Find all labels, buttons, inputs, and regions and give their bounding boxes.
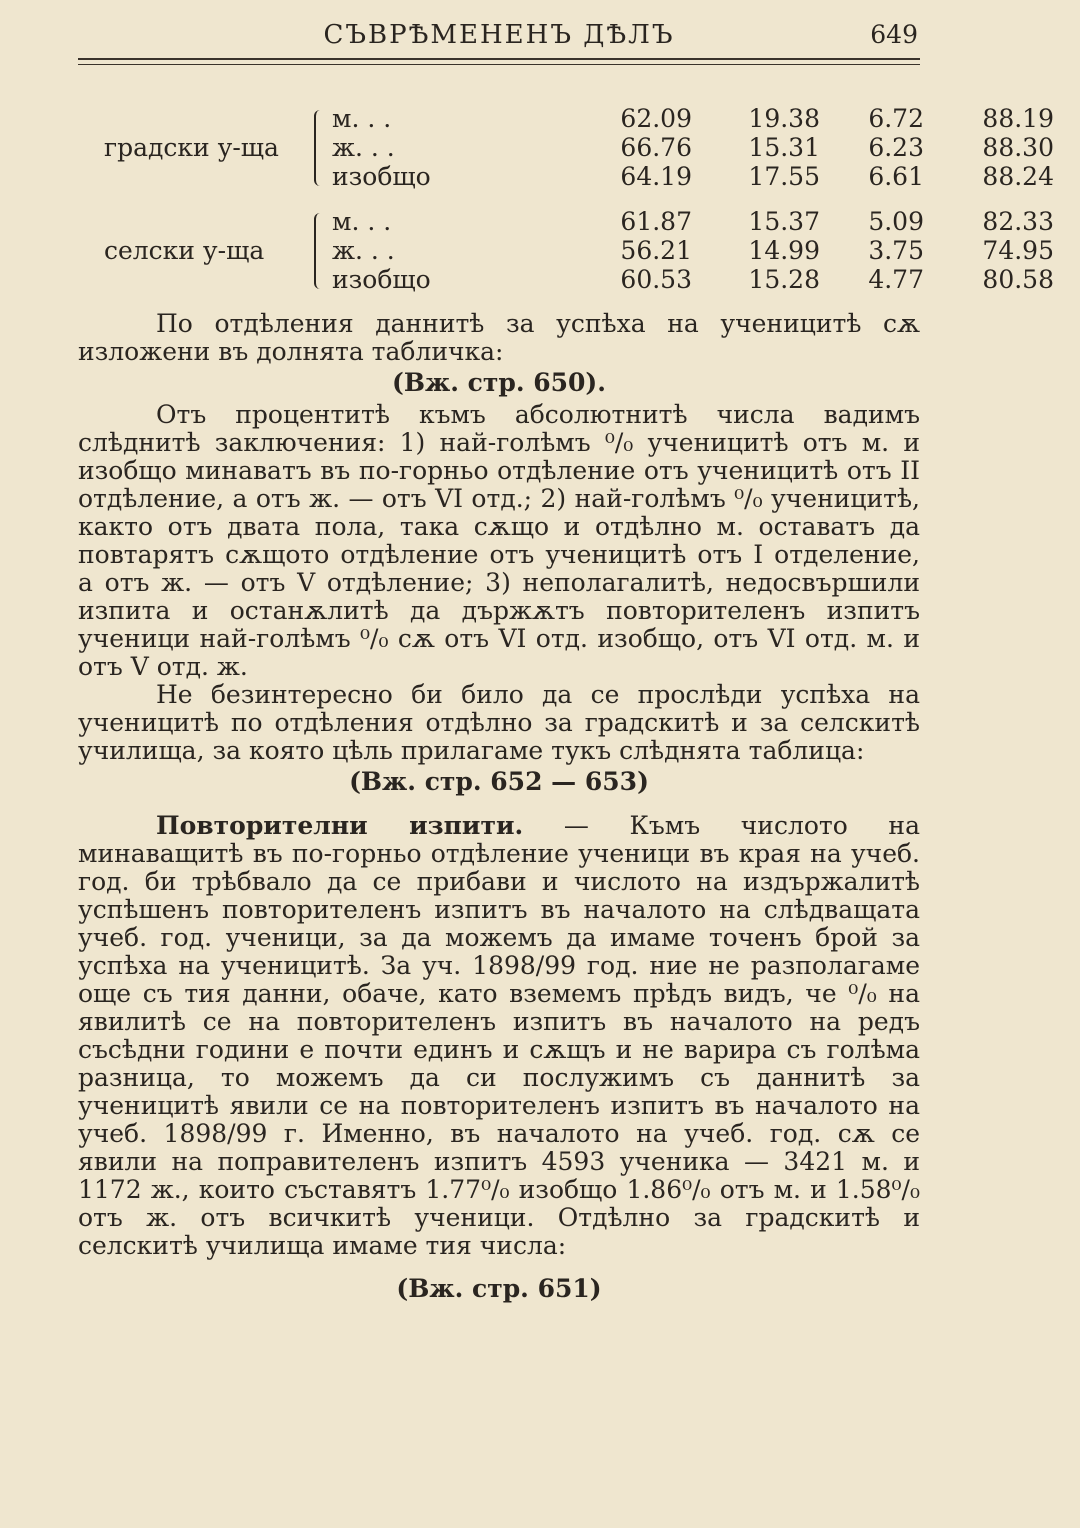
- page-reference: (Вж. стр. 650).: [392, 368, 606, 397]
- cell: 88.30: [982, 133, 1054, 162]
- table-row: [332, 133, 1054, 162]
- running-header: [78, 20, 920, 54]
- cell: 66.76: [620, 133, 692, 162]
- cell: 80.58: [982, 265, 1054, 294]
- cell: 6.72: [868, 104, 924, 133]
- cell: 88.24: [982, 162, 1054, 191]
- table-row: [332, 265, 1054, 294]
- row-label: изобщо: [332, 265, 431, 294]
- cell: 17.55: [748, 162, 820, 191]
- cell: 15.37: [748, 207, 820, 236]
- table-row: [332, 207, 1054, 236]
- row-label: м. . .: [332, 207, 392, 236]
- cell: 61.87: [620, 207, 692, 236]
- cell: 15.28: [748, 265, 820, 294]
- paragraph: Отъ процентитѣ къмъ абсолютнитѣ числа вадимъ слѣднитѣ заключения: 1) най-голѣмъ ⁰/₀ ученицитѣ отъ м. и изобщо минаватъ въ по-горньо отдѣление отъ ученицитѣ отъ II отдѣление, а отъ ж. — отъ VI отд.; 2) най-голѣмъ ⁰/₀ ученицитѣ, както отъ двата пола, така сѫщо и отдѣлно м. оставатъ да повтарятъ сѫщото отдѣление отъ ученицитѣ отъ I отделение, а отъ ж. — отъ V отдѣление; 3) неполагалитѣ, недосвършили изпита и останѫлитѣ да държѫтъ повторителенъ изпитъ ученици най-голѣмъ ⁰/₀ сѫ отъ VI отд. изобщо, отъ VI отд. м. и отъ V отд. ж.: [78, 400, 920, 681]
- page-number: 649: [870, 20, 918, 49]
- group-label: градски у-ща: [104, 133, 279, 162]
- page-reference: (Вж. стр. 651): [396, 1274, 602, 1303]
- paragraph-text: — Къмъ числото на минаващитѣ въ по-горньо отдѣление ученици въ края на учеб. год. би трѣбвало да се прибави и числото на издържалитѣ успѣшенъ повторителенъ изпитъ въ началото на слѣдващата учеб. год. ученици, за да можемъ да имаме точенъ брой за успѣха на ученицитѣ. За уч. 1898/99 год. ние не разполагаме още съ тия данни, обаче, като вземемъ прѣдъ видъ, че ⁰/₀ на явилитѣ се на повторителенъ изпитъ въ началото на редъ съсѣдни години е почти единъ и сѫщъ и не варира съ голѣма разница, то можемъ да си послужимъ съ даннитѣ за ученицитѣ явили се на повторителенъ изпитъ въ началото на учеб. 1898/99 г. Именно, въ началото на учеб. год. сѫ се явили на поправителенъ изпитъ 4593 ученика — 3421 м. и 1172 ж., които съставятъ 1.77⁰/₀ изобщо 1.86⁰/₀ отъ м. и 1.58⁰/₀ отъ ж. отъ всичкитѣ ученици. Отдѣлно за градскитѣ и селскитѣ училища имаме тия числа:: [78, 811, 920, 1260]
- brace: [314, 213, 321, 289]
- percentage-table: [78, 104, 1054, 310]
- paragraph: Не безинтересно би било да се прослѣди успѣха на ученицитѣ по отдѣления отдѣлно за градскитѣ и за селскитѣ училища, за която цѣль прилагаме тукъ слѣднята таблица:: [78, 680, 920, 765]
- row-label: ж. . .: [332, 133, 395, 162]
- cell: 6.23: [868, 133, 924, 162]
- paragraph: По отдѣления даннитѣ за успѣха на ученицитѣ сѫ изложени въ долнята табличка:: [78, 309, 920, 366]
- paragraph-heading: Повторителни изпити.: [156, 811, 524, 840]
- cell: 14.99: [748, 236, 820, 265]
- cell: 56.21: [620, 236, 692, 265]
- cell: 60.53: [620, 265, 692, 294]
- cell: 5.09: [868, 207, 924, 236]
- body-text: [78, 310, 920, 1307]
- cell: 3.75: [868, 236, 924, 265]
- cell: 4.77: [868, 265, 924, 294]
- table-row: [332, 162, 1054, 191]
- cell: 15.31: [748, 133, 820, 162]
- table-row: [332, 236, 1054, 265]
- row-label: м. . .: [332, 104, 392, 133]
- table-group-rural: [78, 207, 1054, 294]
- page-reference: (Вж. стр. 652 — 653): [349, 767, 649, 796]
- cell: 82.33: [982, 207, 1054, 236]
- table-row: [332, 104, 1054, 133]
- row-label: изобщо: [332, 162, 431, 191]
- cell: 62.09: [620, 104, 692, 133]
- header-rule: [78, 58, 920, 60]
- header-rule-thin: [78, 64, 920, 65]
- section-title: СЪВРѢМЕНЕНЪ ДѢЛЪ: [323, 20, 675, 50]
- paragraph: [78, 812, 920, 1260]
- cell: 74.95: [982, 236, 1054, 265]
- group-label: селски у-ща: [104, 236, 265, 265]
- cell: 6.61: [868, 162, 924, 191]
- cell: 88.19: [982, 104, 1054, 133]
- table-group-urban: [78, 104, 1054, 191]
- row-label: ж. . .: [332, 236, 395, 265]
- cell: 19.38: [748, 104, 820, 133]
- brace: [314, 110, 321, 186]
- cell: 64.19: [620, 162, 692, 191]
